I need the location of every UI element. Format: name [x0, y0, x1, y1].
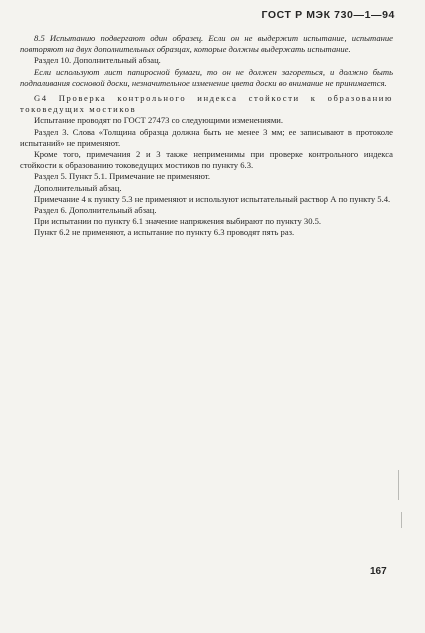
paragraph-8-5: 8.5 Испытанию подвергают один образец. Если он не выдержит испытание, испытание повторяют на двух дополнительных образцах, которые должны выдержать испытание.	[20, 33, 393, 55]
paragraph-additional: Дополнительный абзац.	[34, 182, 122, 193]
scan-mark	[398, 470, 399, 500]
standard-header: ГОСТ Р МЭК 730—1—94	[261, 9, 395, 21]
paragraph-tissue-paper: Если используют лист папиросной бумаги, то он не должен загореться, и должно быть подпаливания сосновой доски, незначительное изменение цвета доски во внимание не принимается.	[20, 66, 393, 88]
paragraph-notes: Кроме того, примечания 2 и 3 также неприменимы при проверке контрольного индекса стойкости к образованию токоведущих мостиков по пункту 6.3.	[20, 149, 393, 171]
page-number: 167	[370, 566, 387, 577]
paragraph-note-4: Примечание 4 к пункту 5.3 не применяют и используют испытательный раствор А по пункту 5.4.	[34, 193, 391, 204]
paragraph-section-3: Раздел 3. Слова «Толщина образца должна быть не менее 3 мм; ее записывают в протоколе испытаний» не применяют.	[20, 126, 393, 148]
paragraph-section-6: Раздел 6. Дополнительный абзац.	[34, 205, 157, 216]
paragraph-section-10: Раздел 10. Дополнительный абзац.	[34, 55, 161, 66]
paragraph-test-method: Испытание проводят по ГОСТ 27473 со следующими изменениями.	[34, 115, 284, 126]
paragraph-6-1: При испытании по пункту 6.1 значение напряжения выбирают по пункту 30.5.	[34, 216, 322, 227]
scan-mark	[401, 512, 402, 528]
paragraph-6-2: Пункт 6.2 не применяют, а испытание по пункту 6.3 проводят пять раз.	[34, 227, 295, 238]
paragraph-section-5: Раздел 5. Пункт 5.1. Примечание не применяют.	[34, 171, 211, 182]
document-body	[20, 33, 393, 239]
section-heading-g4: G4 Проверка контрольного индекса стойкости к образованию токоведущих мостиков	[20, 93, 393, 115]
